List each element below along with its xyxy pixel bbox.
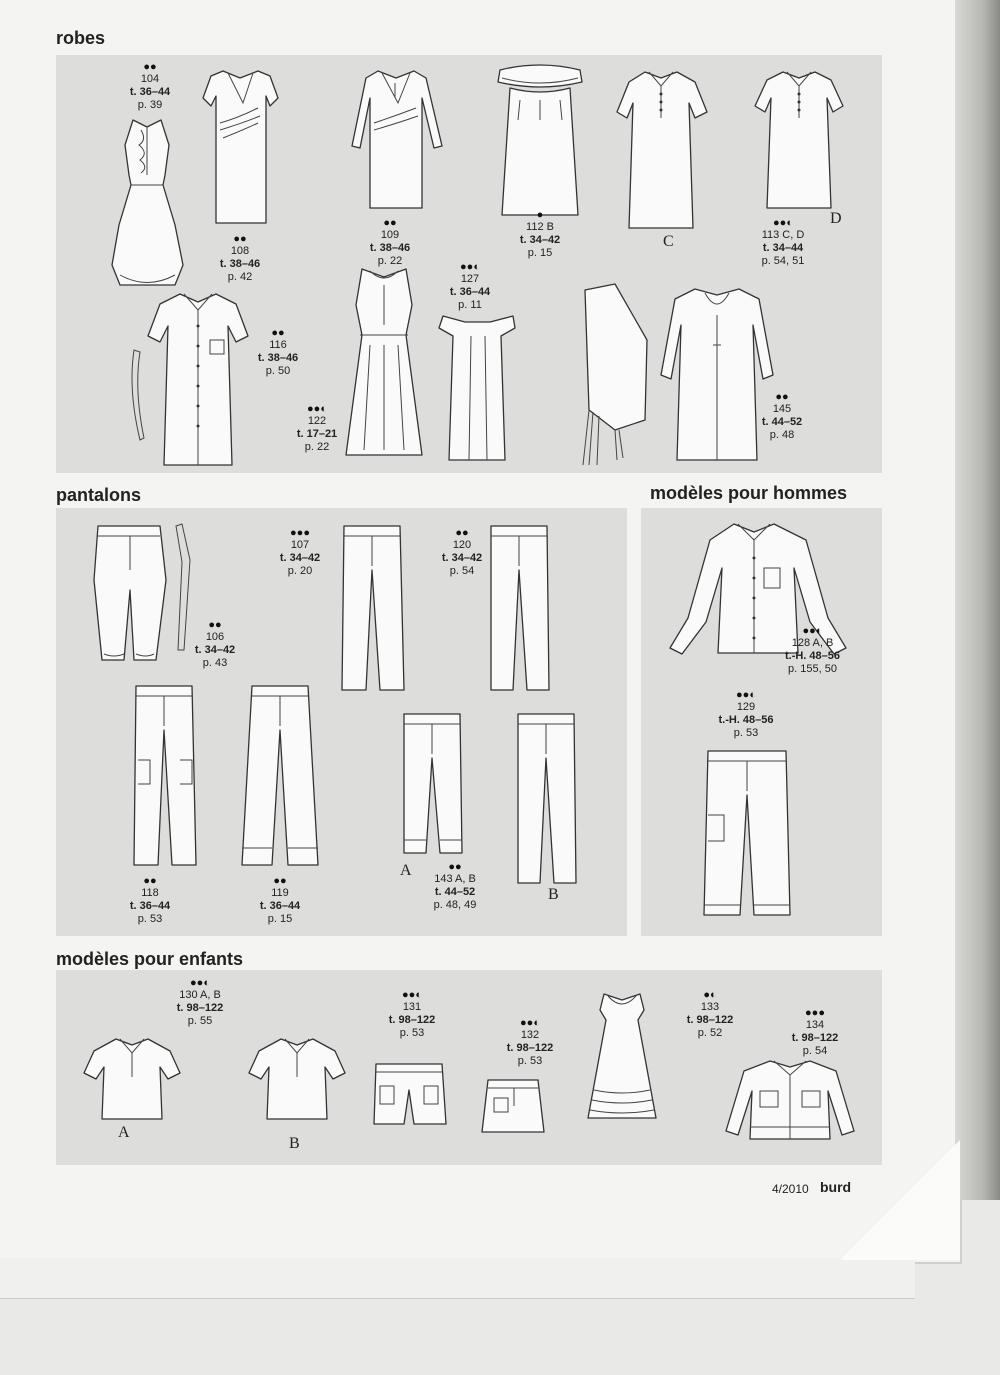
size-range: t. 34–44: [762, 242, 804, 254]
variant-letter-c: C: [663, 233, 674, 250]
magazine-spine: [955, 0, 1000, 1200]
model-number: 145: [772, 403, 792, 415]
size-range: t.-H. 48–56: [784, 650, 841, 662]
model-131-label: [372, 990, 452, 1040]
difficulty-dots: ●●◐: [802, 625, 823, 637]
model-number: 112 B: [526, 221, 554, 233]
dress-122-illustration: [340, 265, 430, 465]
difficulty-dots: ●●: [448, 861, 462, 873]
model-127-label: [440, 262, 500, 312]
variant-letter-b-kids: B: [289, 1135, 300, 1152]
dress-112-illustration: [490, 60, 590, 220]
difficulty-dots: ●●: [383, 217, 397, 229]
size-range: t. 38–46: [369, 242, 411, 254]
model-number: 128 A, B: [791, 637, 834, 649]
page-ref: p. 53: [399, 1027, 425, 1039]
page-ref: p. 15: [527, 247, 553, 259]
page-ref: p. 22: [304, 441, 330, 453]
kids-shirt-130b-illustration: [245, 1033, 350, 1123]
size-range: t. 36–44: [259, 900, 301, 912]
size-range: t. 98–122: [686, 1014, 734, 1026]
difficulty-dots: ●●◐: [520, 1017, 540, 1029]
model-116-label: [248, 328, 308, 378]
difficulty-dots: ●●◐: [307, 403, 327, 415]
kids-dress-133-illustration: [578, 990, 668, 1125]
trousers-143a-illustration: [398, 708, 468, 858]
variant-letter-b: B: [548, 886, 559, 903]
page-ref: p. 53: [733, 727, 759, 739]
page-ref: p. 22: [377, 255, 403, 267]
kids-skirt-132-illustration: [478, 1076, 548, 1136]
kids-shirt-130a-illustration: [80, 1033, 185, 1123]
size-range: t. 36–44: [129, 900, 171, 912]
size-range: t. 98–122: [176, 1002, 224, 1014]
difficulty-dots: ●●◐: [736, 689, 756, 701]
size-range: t. 34–42: [279, 552, 321, 564]
page-ref: p. 15: [267, 913, 293, 925]
page-ref: p. 53: [137, 913, 163, 925]
model-number: 109: [380, 229, 400, 241]
size-range: t. 34–42: [194, 644, 236, 656]
trousers-129-illustration: [700, 745, 795, 920]
model-108-label: [205, 234, 275, 284]
model-112-label: [505, 210, 575, 260]
model-number: 106: [205, 631, 225, 643]
scarf-illustration: [575, 280, 660, 470]
model-number: 129: [736, 701, 756, 713]
difficulty-dots: ●●: [208, 619, 222, 631]
page-ref: p. 20: [287, 565, 313, 577]
model-number: 113 C, D: [761, 229, 805, 241]
page-ref: p. 42: [227, 271, 253, 283]
page-ref: p. 155, 50: [788, 663, 837, 675]
model-number: 119: [271, 887, 289, 899]
model-number: 130 A, B: [179, 989, 221, 1001]
size-range: t. 36–44: [449, 286, 491, 298]
model-number: 132: [520, 1029, 540, 1041]
model-number: 143 A, B: [434, 873, 476, 885]
difficulty-dots: ●●◐: [402, 989, 422, 1001]
size-range: t. 38–46: [219, 258, 261, 270]
folded-corner: [840, 1140, 960, 1260]
model-number: 120: [452, 539, 472, 551]
model-119-label: [250, 876, 310, 926]
dress-113d-illustration: [755, 68, 845, 213]
difficulty-dots: ●◐: [703, 989, 717, 1001]
page-ref: p. 11: [458, 299, 482, 311]
model-number: 134: [805, 1019, 825, 1031]
difficulty-dots: ●●●: [805, 1007, 825, 1019]
difficulty-dots: ●●: [455, 527, 469, 539]
size-range: t. 34–42: [441, 552, 483, 564]
model-107-label: [270, 528, 330, 578]
difficulty-dots: ●●●: [290, 527, 310, 539]
difficulty-dots: ●●: [271, 327, 285, 339]
trousers-107-illustration: [338, 520, 408, 695]
difficulty-dots: ●●: [143, 61, 157, 73]
issue-number: 4/2010: [772, 1182, 809, 1196]
model-130-label: [160, 978, 240, 1028]
size-range: t. 98–122: [388, 1014, 436, 1026]
dress-108-illustration: [198, 68, 283, 228]
model-118-label: [120, 876, 180, 926]
page-ref: p. 55: [187, 1015, 213, 1027]
size-range: t. 98–122: [791, 1032, 839, 1044]
model-133-label: [670, 990, 750, 1040]
model-number: 122: [307, 415, 327, 427]
page-ref: p. 48: [769, 429, 795, 441]
page-ref: p. 50: [265, 365, 291, 377]
difficulty-dots: ●●: [143, 875, 157, 887]
size-range: t. 44–52: [761, 416, 803, 428]
dress-104-illustration: [105, 115, 190, 290]
size-range: t.-H. 48–56: [718, 714, 774, 726]
section-title-pantalons: pantalons: [56, 485, 142, 505]
size-range: t. 34–42: [519, 234, 561, 246]
model-104-label: [120, 62, 180, 112]
size-range: t. 36–44: [129, 86, 171, 98]
dress-116-illustration: [120, 290, 260, 470]
size-range: t. 38–46: [257, 352, 299, 364]
kids-shorts-131-illustration: [370, 1060, 450, 1130]
model-113-label: [738, 218, 828, 268]
page-ref: p. 54: [449, 565, 475, 577]
kids-jacket-134-illustration: [720, 1055, 860, 1145]
section-title-robes: robes: [56, 28, 106, 48]
page-ref: p. 48, 49: [433, 899, 477, 911]
model-145-label: [752, 392, 812, 442]
difficulty-dots: ●●◐: [460, 261, 480, 273]
variant-letter-d: D: [830, 210, 842, 227]
page-ref: p. 43: [202, 657, 228, 669]
dress-109-illustration: [350, 68, 445, 213]
model-128-label: [770, 626, 855, 676]
page-ref: p. 53: [517, 1055, 543, 1067]
difficulty-dots: ●●◐: [190, 977, 210, 989]
section-title-hommes: modèles pour hommes: [650, 483, 848, 503]
trousers-120-illustration: [485, 520, 555, 695]
model-number: 116: [269, 339, 287, 351]
page-ref: p. 54: [802, 1045, 828, 1057]
model-number: 108: [230, 245, 250, 257]
model-number: 104: [140, 73, 160, 85]
size-range: t. 17–21: [296, 428, 338, 440]
dress-127-illustration: [435, 310, 520, 465]
trousers-119-illustration: [238, 680, 323, 870]
model-number: 127: [460, 273, 480, 285]
model-number: 131: [402, 1001, 422, 1013]
trousers-143b-illustration: [512, 708, 582, 888]
difficulty-dots: ●●◐: [773, 217, 793, 229]
difficulty-dots: ●: [536, 209, 544, 221]
variant-letter-a-kids: A: [118, 1124, 130, 1141]
model-120-label: [432, 528, 492, 578]
size-range: t. 44–52: [434, 886, 476, 898]
dress-113c-illustration: [615, 68, 710, 233]
model-129-label: [706, 690, 786, 740]
model-109-label: [355, 218, 425, 268]
page-ref: p. 52: [697, 1027, 723, 1039]
model-132-label: [490, 1018, 570, 1068]
model-106-label: [185, 620, 245, 670]
variant-letter-a: A: [400, 862, 412, 879]
difficulty-dots: ●●: [775, 391, 789, 403]
trousers-118-illustration: [130, 680, 200, 870]
model-number: 133: [700, 1001, 720, 1013]
model-143-label: [415, 862, 495, 912]
model-134-label: [775, 1008, 855, 1058]
page-ref: p. 54, 51: [761, 255, 805, 267]
model-number: 107: [290, 539, 310, 551]
difficulty-dots: ●●: [233, 233, 247, 245]
difficulty-dots: ●●: [273, 875, 287, 887]
model-number: 118: [141, 887, 159, 899]
size-range: t. 98–122: [506, 1042, 554, 1054]
brand-name: burd: [820, 1179, 852, 1195]
page-ref: p. 39: [137, 99, 163, 111]
page-edge: [0, 1258, 915, 1299]
section-title-enfants: modèles pour enfants: [56, 949, 244, 969]
